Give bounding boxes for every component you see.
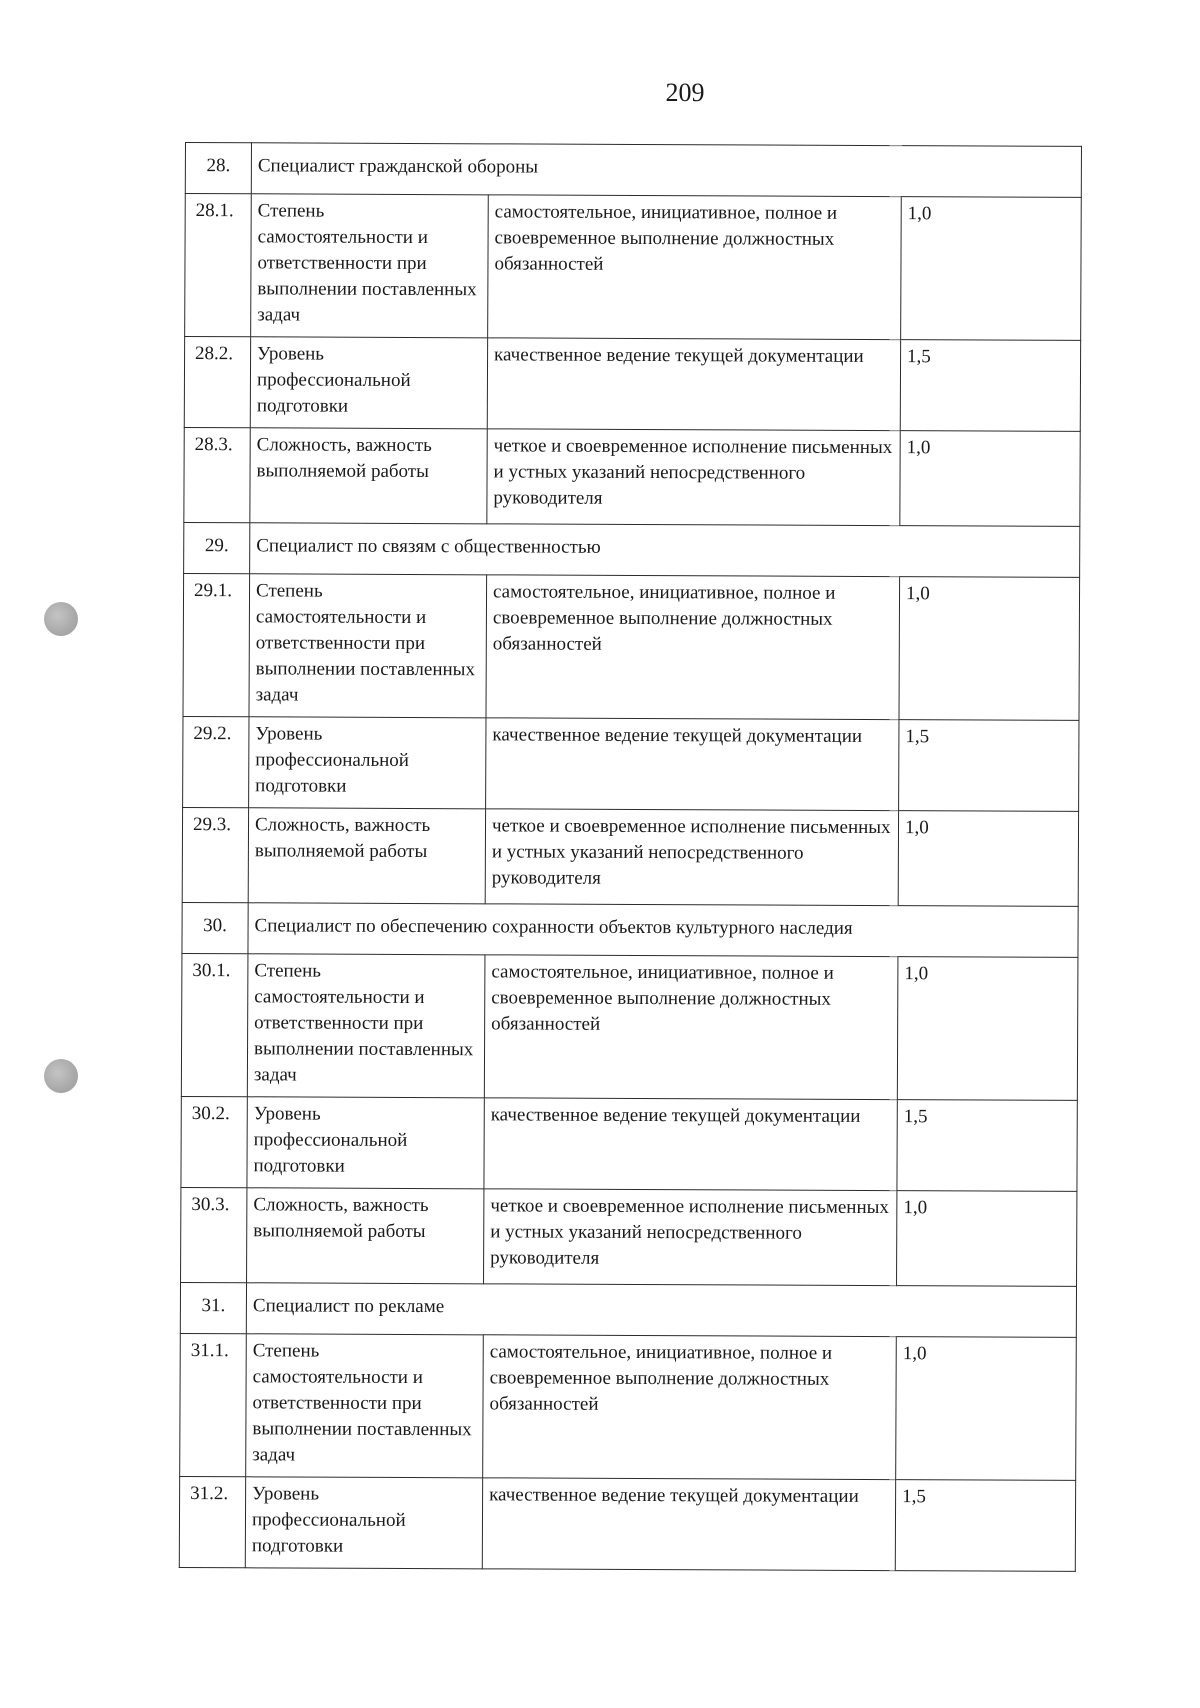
item-value: 1,0 bbox=[896, 1337, 1077, 1481]
item-number: 31.1. bbox=[180, 1333, 247, 1476]
item-number: 28.2. bbox=[184, 337, 250, 428]
item-number: 30.3. bbox=[181, 1187, 247, 1282]
item-criterion: Степень самостоятельности и ответственности при выполнении поставленных задач bbox=[246, 1334, 484, 1478]
section-row bbox=[180, 1282, 1076, 1337]
item-description: самостоятельное, инициативное, полное и своевременное выполнение должностных обязанностей bbox=[486, 575, 900, 720]
section-row bbox=[184, 522, 1080, 577]
item-value: 1,0 bbox=[899, 577, 1080, 721]
punch-hole-mark bbox=[44, 602, 78, 636]
item-criterion: Сложность, важность выполняемой работы bbox=[248, 808, 485, 904]
item-value: 1,0 bbox=[898, 811, 1078, 907]
item-criterion: Уровень профессиональной подготовки bbox=[249, 717, 486, 809]
item-description: самостоятельное, инициативное, полное и своевременное выполнение должностных обязанностей bbox=[488, 195, 902, 340]
item-number: 29.2. bbox=[183, 716, 249, 807]
item-criterion: Степень самостоятельности и ответственности при выполнении поставленных задач bbox=[249, 574, 487, 718]
item-number: 29.3. bbox=[182, 807, 248, 902]
item-criterion: Сложность, важность выполняемой работы bbox=[247, 1188, 484, 1284]
item-description: качественное ведение текущей документации bbox=[486, 718, 899, 811]
item-value: 1,0 bbox=[900, 431, 1080, 527]
punch-hole-mark bbox=[44, 1059, 78, 1093]
table-row bbox=[183, 573, 1080, 720]
item-description: качественное ведение текущей документации bbox=[482, 1478, 895, 1571]
item-criterion: Сложность, важность выполняемой работы bbox=[250, 428, 487, 524]
item-description: четкое и своевременное исполнение письменных и устных указаний непосредственного руководителя bbox=[487, 429, 900, 526]
item-description: самостоятельное, инициативное, полное и своевременное выполнение должностных обязанностей bbox=[483, 1335, 897, 1480]
item-criterion: Степень самостоятельности и ответственности при выполнении поставленных задач bbox=[251, 194, 489, 338]
table-row bbox=[185, 194, 1082, 341]
item-criterion: Уровень профессиональной подготовки bbox=[245, 1477, 482, 1569]
table-row bbox=[183, 716, 1079, 811]
section-number: 28. bbox=[185, 143, 251, 194]
item-description: самостоятельное, инициативное, полное и своевременное выполнение должностных обязанностей bbox=[484, 955, 898, 1100]
item-value: 1,0 bbox=[897, 957, 1078, 1101]
section-row bbox=[182, 902, 1078, 957]
item-criterion: Уровень профессиональной подготовки bbox=[247, 1097, 484, 1189]
section-row bbox=[185, 143, 1081, 198]
item-number: 28.3. bbox=[184, 427, 250, 522]
table-row bbox=[179, 1476, 1075, 1571]
item-number: 30.2. bbox=[181, 1096, 247, 1187]
page-number: 209 bbox=[665, 78, 705, 107]
table-row bbox=[181, 1096, 1077, 1191]
item-description: четкое и своевременное исполнение письменных и устных указаний непосредственного руководителя bbox=[484, 1189, 897, 1286]
section-title: Специалист по обеспечению сохранности объектов культурного наследия bbox=[248, 903, 1078, 958]
section-number: 30. bbox=[182, 902, 248, 953]
item-value: 1,5 bbox=[899, 720, 1079, 812]
item-criterion: Уровень профессиональной подготовки bbox=[250, 337, 487, 429]
item-value: 1,5 bbox=[897, 1100, 1077, 1192]
item-number: 31.2. bbox=[179, 1476, 245, 1567]
item-value: 1,0 bbox=[897, 1191, 1077, 1287]
table-row bbox=[181, 953, 1078, 1100]
table-row bbox=[181, 1187, 1077, 1286]
item-description: четкое и своевременное исполнение письменных и устных указаний непосредственного руководителя bbox=[485, 809, 898, 906]
item-number: 29.1. bbox=[183, 573, 250, 716]
table-row bbox=[180, 1333, 1077, 1480]
table-row bbox=[182, 807, 1078, 906]
section-number: 31. bbox=[180, 1282, 246, 1333]
item-description: качественное ведение текущей документации bbox=[484, 1098, 897, 1191]
item-number: 28.1. bbox=[185, 194, 252, 337]
table-row bbox=[184, 337, 1080, 432]
item-value: 1,5 bbox=[900, 340, 1080, 432]
section-title: Специалист по рекламе bbox=[246, 1283, 1076, 1338]
section-number: 29. bbox=[184, 522, 250, 573]
coefficient-table bbox=[179, 142, 1082, 1572]
section-title: Специалист гражданской обороны bbox=[251, 143, 1081, 198]
item-description: качественное ведение текущей документации bbox=[487, 338, 900, 431]
item-value: 1,0 bbox=[901, 197, 1082, 341]
section-title: Специалист по связям с общественностью bbox=[250, 523, 1080, 578]
item-value: 1,5 bbox=[895, 1480, 1075, 1572]
table-row bbox=[184, 427, 1080, 526]
item-number: 30.1. bbox=[181, 953, 248, 1096]
item-criterion: Степень самостоятельности и ответственности при выполнении поставленных задач bbox=[247, 954, 485, 1098]
